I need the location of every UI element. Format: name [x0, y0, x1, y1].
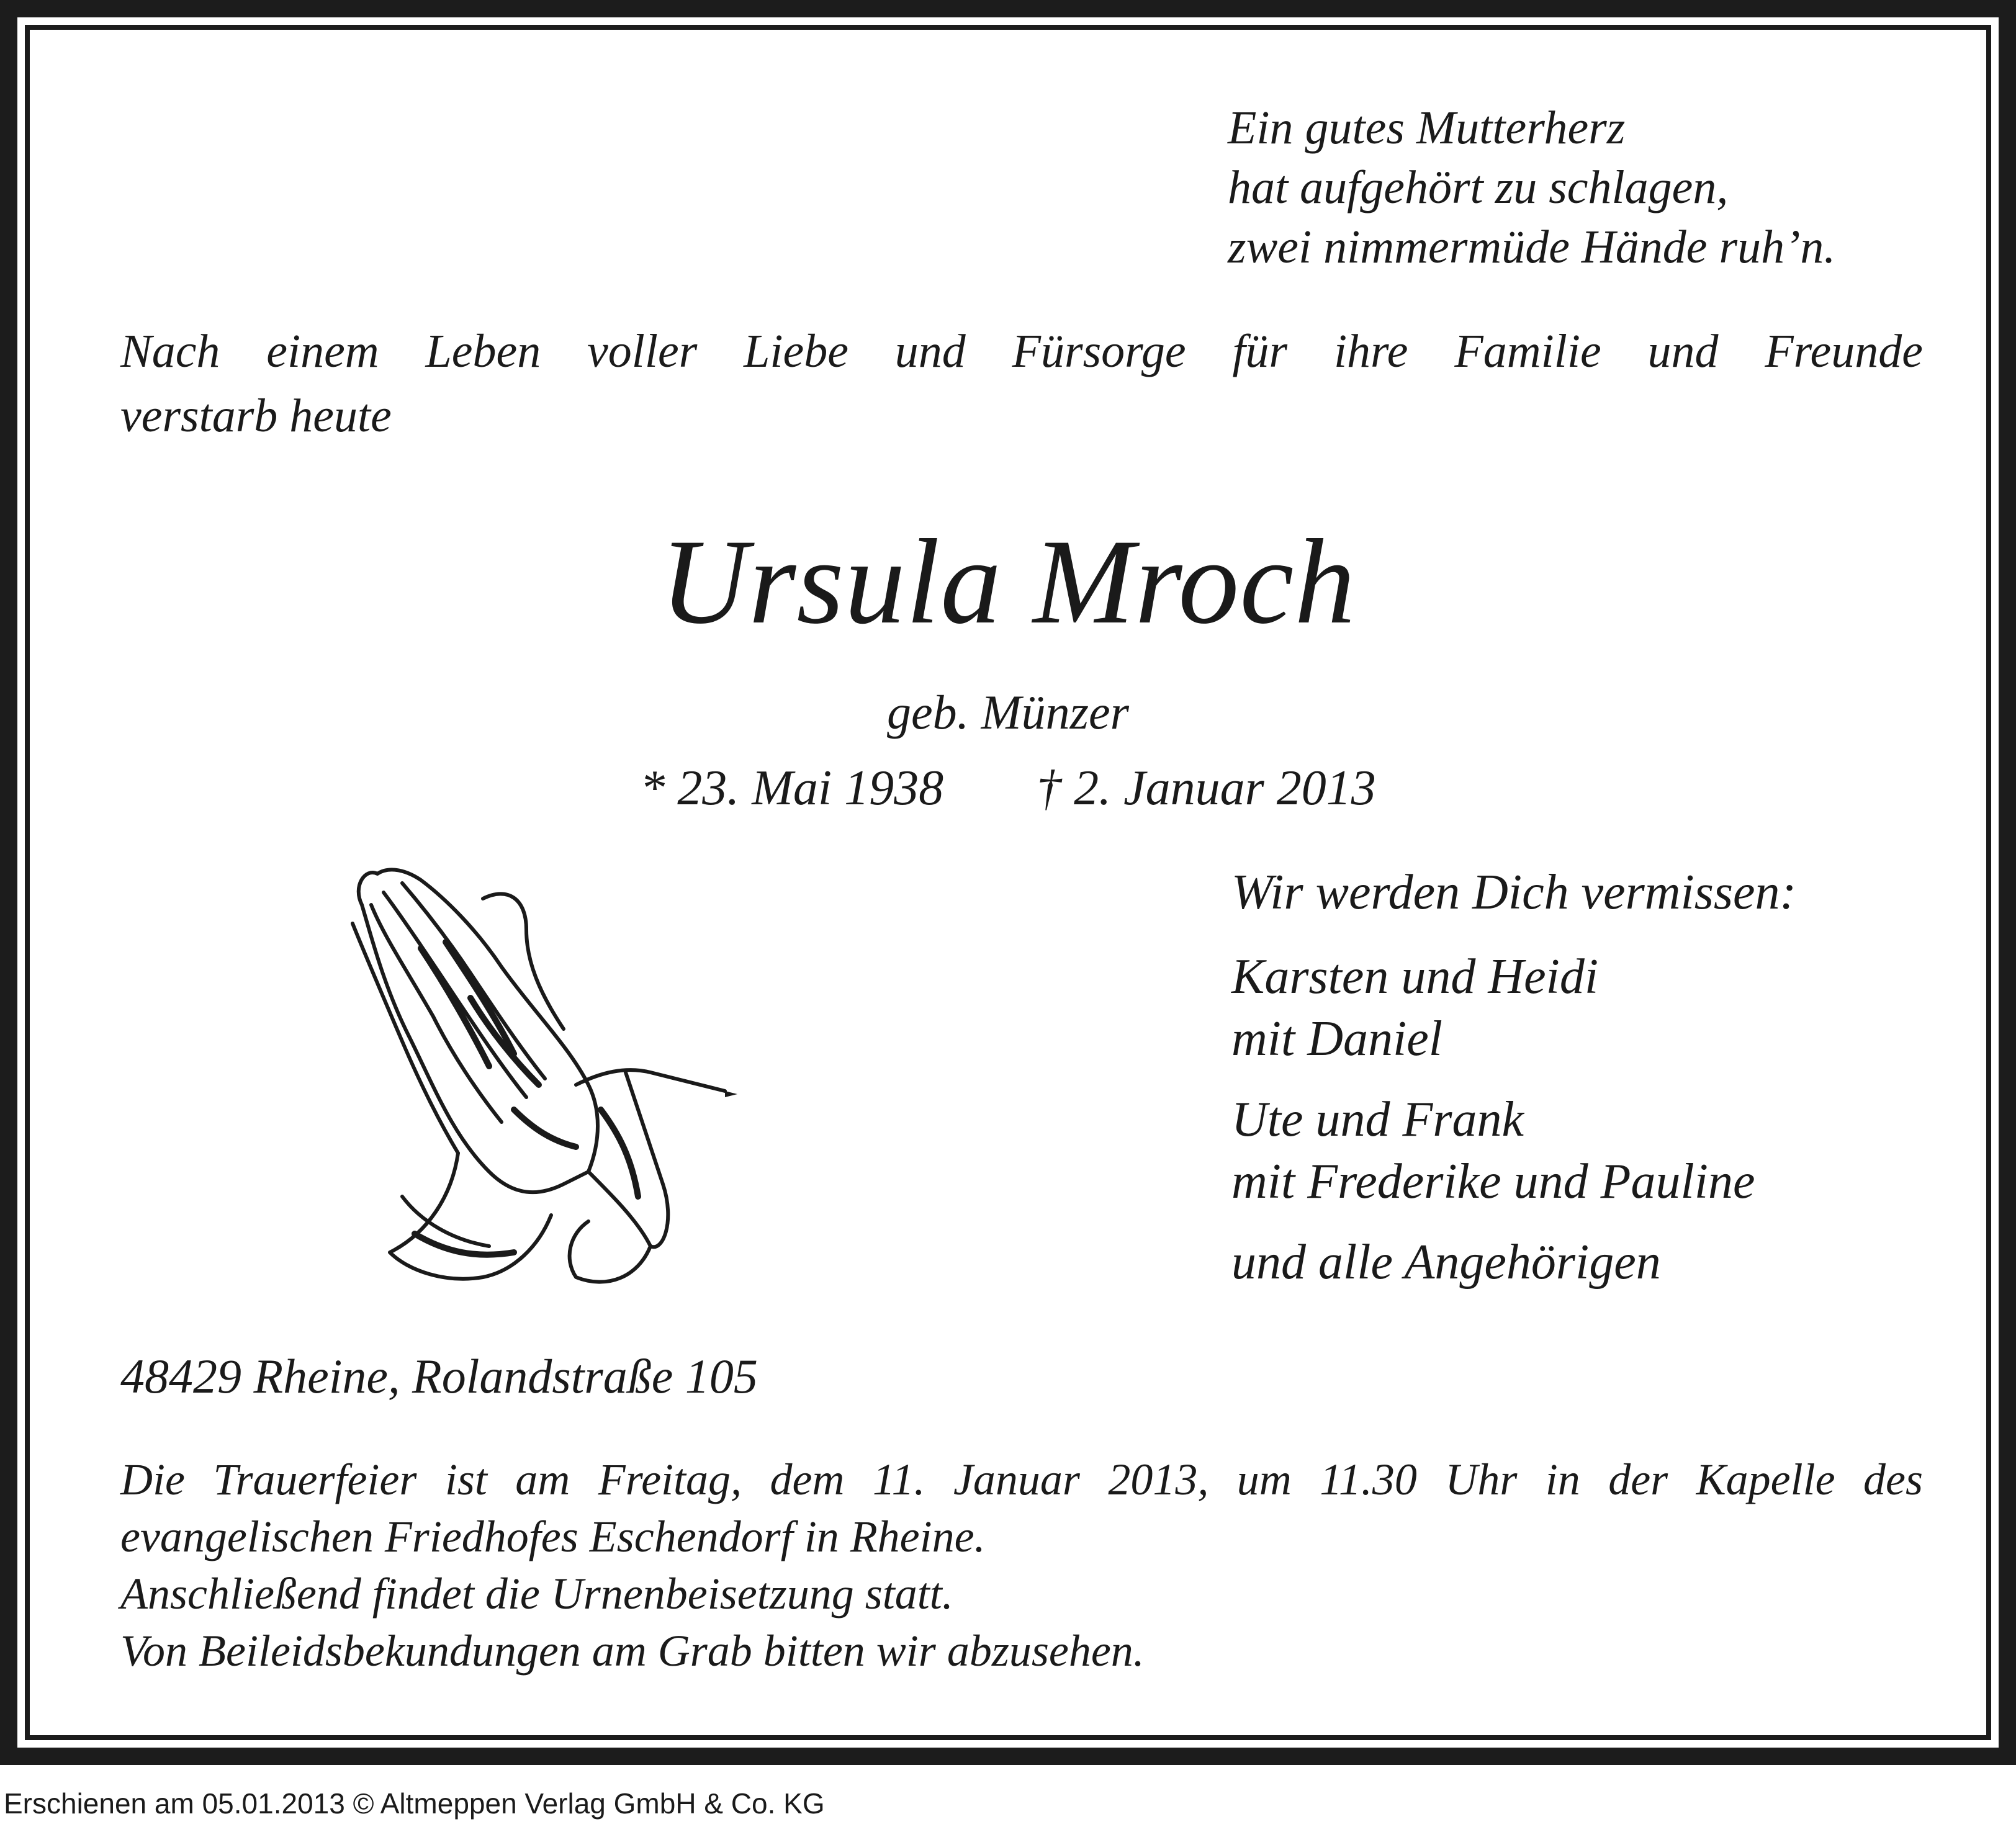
deceased-name: Ursula Mroch — [660, 514, 1356, 649]
intro-text — [120, 319, 1923, 448]
mourner-line: mit Daniel — [1231, 1012, 1442, 1066]
service-info — [120, 1451, 1923, 1679]
mourner-group — [1231, 1089, 1796, 1213]
maiden-name: geb. Münzer — [887, 685, 1129, 739]
life-dates — [30, 756, 1986, 820]
praying-hands-icon — [328, 849, 737, 1296]
mourners-heading: Wir werden Dich vermissen: — [1231, 865, 1797, 920]
address: 48429 Rheine, Rolandstraße 105 — [120, 1349, 758, 1403]
poem — [1228, 98, 1835, 277]
service-line: Anschließend findet die Urnenbeisetzung statt. — [120, 1569, 953, 1619]
publication-footer: Erschienen am 05.01.2013 © Altmeppen Verlag GmbH & Co. KG — [4, 1787, 825, 1820]
obituary-notice — [30, 30, 1986, 1735]
mourner-line: Karsten und Heidi — [1231, 950, 1599, 1004]
poem-line: hat aufgehört zu schlagen, — [1228, 161, 1729, 213]
death-date: † 2. Januar 2013 — [1037, 761, 1376, 815]
service-line: evangelischen Friedhofes Eschendorf in Rheine. — [120, 1512, 986, 1561]
service-line: Von Beileidsbekundungen am Grab bitten wir abzusehen. — [120, 1626, 1145, 1676]
mourner-line: und alle Angehörigen — [1231, 1235, 1661, 1290]
poem-line: zwei nimmermüde Hände ruh’n. — [1228, 221, 1836, 273]
intro-line: verstarb heute — [120, 390, 392, 442]
service-line: Die Trauerfeier ist am Freitag, dem 11. Januar 2013, um 11.30 Uhr in der Kapelle des — [120, 1455, 1923, 1504]
poem-line: Ein gutes Mutterherz — [1228, 102, 1626, 154]
mourner-group — [1231, 946, 1796, 1070]
birth-date: * 23. Mai 1938 — [640, 761, 944, 815]
mourner-line: Ute und Frank — [1231, 1092, 1524, 1147]
mourner-group — [1231, 1231, 1796, 1293]
intro-line: Nach einem Leben voller Liebe und Fürsorge für ihre Familie und Freunde — [120, 325, 1923, 377]
mourners-list — [1231, 861, 1796, 1312]
mourner-line: mit Frederike und Pauline — [1231, 1154, 1755, 1209]
